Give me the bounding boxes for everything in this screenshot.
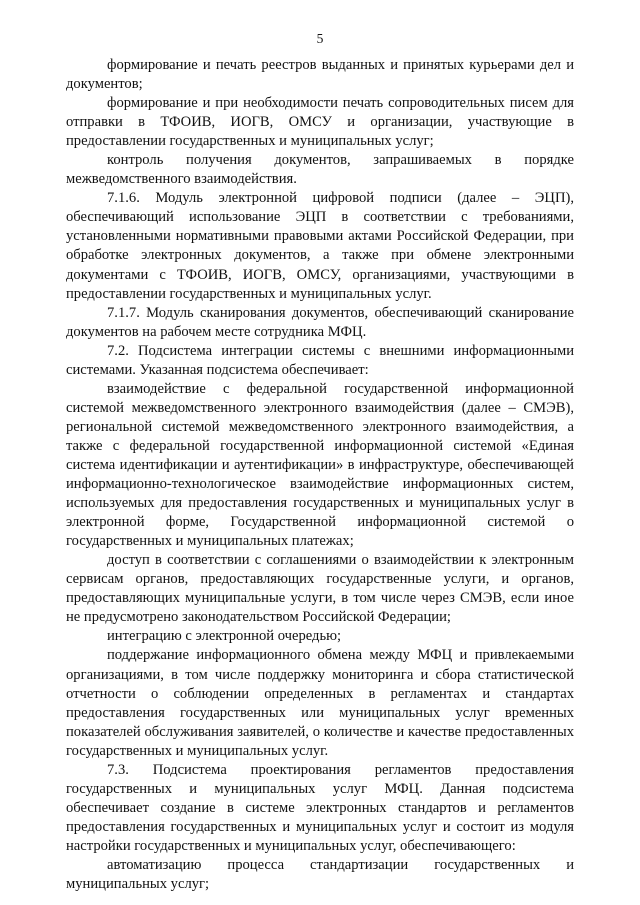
page-number: 5 bbox=[316, 31, 324, 46]
paragraph-cover-letters: формирование и при необходимости печать сопроводительных писем для отправки в ТФОИВ, ИОГВ, ОМСУ и организации, участвующие в предоставлении государственных и муниципальных услуг; bbox=[66, 95, 574, 150]
paragraph-7-2: 7.2. Подсистема интеграции системы с внешними информационными системами. Указанная подсистема обеспечивает: bbox=[66, 342, 574, 378]
paragraph-standardization-automation: автоматизацию процесса стандартизации государственных и муниципальных услуг; bbox=[66, 856, 574, 893]
paragraph-smev-interaction: взаимодействие с федеральной государственной информационной системой межведомственного электронного взаимодействия (далее – СМЭВ), региональной системой межведомственного электронного взаимодействия, а также с федеральной государственной информационной системой «Единая система идентификации и аутентификации» в инфраструктуре, обеспечивающей информационно-технологическое взаимодействие информационных систем, используемых для предоставления государственных и муниципальных услуг в электронной форме, Государственной информационной системой о государственных и муниципальных платежах; bbox=[66, 380, 574, 550]
paragraph-information-exchange: поддержание информационного обмена между МФЦ и привлекаемыми организациями, в том числе поддержку мониторинга и сбора статистической отчетности о соблюдении определенных в регламентах и стандартах предоставления государственных или муниципальных услуг временных показателей обслуживания заявителей, о количестве и качестве предоставленных государственных и муниципальных услуг. bbox=[66, 647, 574, 759]
document-body bbox=[66, 56, 574, 894]
paragraph-7-1-6: 7.1.6. Модуль электронной цифровой подписи (далее – ЭЦП), обеспечивающий использование ЭЦП в соответствии с требованиями, установленными нормативными правовыми актами Российской Федерации, при обработке электронных документов, а также при обмене электронными документами с ТФОИВ, ИОГВ, ОМСУ, организациями, участвующими в предоставлении государственных и муниципальных услуг. bbox=[66, 190, 574, 302]
paragraph-registry-printing: формирование и печать реестров выданных и принятых курьерами дел и документов; bbox=[66, 57, 574, 93]
paragraph-queue-integration: интеграцию с электронной очередью; bbox=[107, 628, 342, 645]
paragraph-7-3: 7.3. Подсистема проектирования регламентов предоставления государственных и муниципальных услуг МФЦ. Данная подсистема обеспечивает создание в системе электронных стандартов и регламентов предоставления государственных и муниципальных услуг и состоит из модуля настройки государственных и муниципальных услуг, обеспечивающего: bbox=[66, 761, 574, 854]
paragraph-electronic-services-access: доступ в соответствии с соглашениями о взаимодействии к электронным сервисам органов, предоставляющих государственные услуги, и органов, предоставляющих муниципальные услуги, в том числе через СМЭВ, если иное не предусмотрено законодательством Российской Федерации; bbox=[66, 552, 574, 626]
paragraph-7-1-7: 7.1.7. Модуль сканирования документов, обеспечивающий сканирование документов на рабочем месте сотрудника МФЦ. bbox=[66, 304, 574, 340]
paragraph-document-control: контроль получения документов, запрашиваемых в порядке межведомственного взаимодействия. bbox=[66, 152, 574, 188]
